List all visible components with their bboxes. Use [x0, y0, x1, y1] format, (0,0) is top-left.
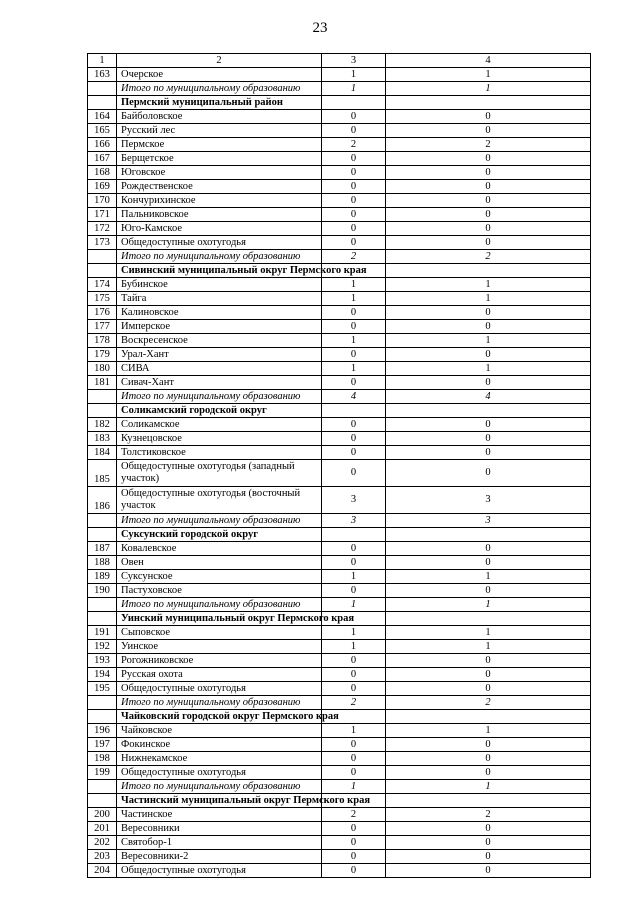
- row-value-col3: 1: [322, 598, 386, 612]
- row-value-col3: 0: [322, 542, 386, 556]
- row-name: Очерское: [117, 68, 322, 82]
- row-value-col4: 1: [386, 68, 591, 82]
- row-name: Частинский муниципальный округ Пермского края: [117, 794, 322, 808]
- row-number: [88, 710, 117, 724]
- table-row: [88, 222, 591, 236]
- row-name: Суксунский городской округ: [117, 528, 322, 542]
- row-number: 190: [88, 584, 117, 598]
- row-name: Кузнецовское: [117, 432, 322, 446]
- row-value-col3: 0: [322, 180, 386, 194]
- row-name: Имперское: [117, 320, 322, 334]
- row-number: 167: [88, 152, 117, 166]
- row-value-col4: 0: [386, 654, 591, 668]
- row-number: 168: [88, 166, 117, 180]
- row-name: Овен: [117, 556, 322, 570]
- section-row: [88, 794, 591, 808]
- row-value-col3: 0: [322, 166, 386, 180]
- row-number: 193: [88, 654, 117, 668]
- row-value-col4: 0: [386, 236, 591, 250]
- header-col-2: 2: [117, 54, 322, 68]
- row-value-col4: 3: [386, 487, 591, 514]
- row-name: Пастуховское: [117, 584, 322, 598]
- table-row: [88, 166, 591, 180]
- table-row: [88, 194, 591, 208]
- row-number: 179: [88, 348, 117, 362]
- row-name: Соликамский городской округ: [117, 404, 322, 418]
- row-name: Святобор-1: [117, 836, 322, 850]
- row-value-col4: 1: [386, 626, 591, 640]
- row-value-col3: 0: [322, 850, 386, 864]
- row-name: Урал-Хант: [117, 348, 322, 362]
- row-number: 201: [88, 822, 117, 836]
- table-row: [88, 542, 591, 556]
- total-row: [88, 82, 591, 96]
- table-body: [88, 54, 591, 878]
- table-row: [88, 180, 591, 194]
- table-row: [88, 584, 591, 598]
- row-value-col4: 1: [386, 278, 591, 292]
- row-value-col3: 1: [322, 570, 386, 584]
- table-row: [88, 626, 591, 640]
- table-row: [88, 278, 591, 292]
- row-name: Вересовники: [117, 822, 322, 836]
- row-value-col3: 1: [322, 780, 386, 794]
- table-row: [88, 334, 591, 348]
- row-value-col3: 0: [322, 418, 386, 432]
- row-value-col4: 1: [386, 362, 591, 376]
- row-value-col4: 0: [386, 836, 591, 850]
- row-value-col4: 0: [386, 822, 591, 836]
- table-row: [88, 822, 591, 836]
- row-value-col4: 0: [386, 124, 591, 138]
- row-name: Итого по муниципальному образованию: [117, 514, 322, 528]
- row-value-col3: 0: [322, 208, 386, 222]
- row-name: Пальниковское: [117, 208, 322, 222]
- row-number: 174: [88, 278, 117, 292]
- header-col-4: 4: [386, 54, 591, 68]
- row-name: Итого по муниципальному образованию: [117, 390, 322, 404]
- row-value-col4: 0: [386, 418, 591, 432]
- row-name: Фокинское: [117, 738, 322, 752]
- row-value-col4: 0: [386, 766, 591, 780]
- row-number: 186: [88, 487, 117, 514]
- row-number: 173: [88, 236, 117, 250]
- row-number: 203: [88, 850, 117, 864]
- row-number: [88, 390, 117, 404]
- row-value-col4: [386, 96, 591, 110]
- row-value-col3: 1: [322, 626, 386, 640]
- table-row: [88, 682, 591, 696]
- row-name: Общедоступные охотугодья: [117, 236, 322, 250]
- row-value-col4: 0: [386, 584, 591, 598]
- row-value-col3: 2: [322, 696, 386, 710]
- row-value-col4: 1: [386, 724, 591, 738]
- row-number: [88, 598, 117, 612]
- row-value-col3: 0: [322, 432, 386, 446]
- table-row: [88, 836, 591, 850]
- row-value-col3: 0: [322, 822, 386, 836]
- row-name: Итого по муниципальному образованию: [117, 780, 322, 794]
- row-name: Вересовники-2: [117, 850, 322, 864]
- row-value-col3: 0: [322, 194, 386, 208]
- row-value-col3: 1: [322, 292, 386, 306]
- row-value-col4: 0: [386, 682, 591, 696]
- row-value-col4: 0: [386, 306, 591, 320]
- row-value-col4: 1: [386, 598, 591, 612]
- row-number: 180: [88, 362, 117, 376]
- row-number: 188: [88, 556, 117, 570]
- row-number: 204: [88, 864, 117, 878]
- total-row: [88, 390, 591, 404]
- row-name: Юговское: [117, 166, 322, 180]
- row-number: [88, 696, 117, 710]
- row-name: Русская охота: [117, 668, 322, 682]
- table-row: [88, 640, 591, 654]
- row-number: 184: [88, 446, 117, 460]
- row-number: 202: [88, 836, 117, 850]
- row-value-col4: 0: [386, 668, 591, 682]
- row-name: Юго-Камское: [117, 222, 322, 236]
- row-value-col3: 0: [322, 738, 386, 752]
- row-name: Пермский муниципальный район: [117, 96, 322, 110]
- row-number: 187: [88, 542, 117, 556]
- row-number: 166: [88, 138, 117, 152]
- row-value-col4: 0: [386, 348, 591, 362]
- row-name: Рогожниковское: [117, 654, 322, 668]
- row-name: Уинское: [117, 640, 322, 654]
- row-name: Рождественское: [117, 180, 322, 194]
- row-name: Итого по муниципальному образованию: [117, 250, 322, 264]
- row-value-col4: 0: [386, 376, 591, 390]
- row-number: 196: [88, 724, 117, 738]
- row-value-col3: 1: [322, 334, 386, 348]
- row-value-col4: [386, 710, 591, 724]
- section-row: [88, 528, 591, 542]
- table-row: [88, 850, 591, 864]
- total-row: [88, 780, 591, 794]
- table-row: [88, 376, 591, 390]
- row-value-col3: 0: [322, 654, 386, 668]
- row-name: Берщетское: [117, 152, 322, 166]
- row-name: Тайга: [117, 292, 322, 306]
- table-row: [88, 110, 591, 124]
- row-value-col4: 0: [386, 222, 591, 236]
- row-number: [88, 794, 117, 808]
- row-name: Бубинское: [117, 278, 322, 292]
- row-number: [88, 404, 117, 418]
- row-value-col4: 2: [386, 696, 591, 710]
- row-value-col4: 1: [386, 570, 591, 584]
- row-number: 199: [88, 766, 117, 780]
- row-name: СИВА: [117, 362, 322, 376]
- row-value-col3: 0: [322, 556, 386, 570]
- row-value-col4: 0: [386, 180, 591, 194]
- row-value-col4: 0: [386, 166, 591, 180]
- row-value-col3: 1: [322, 278, 386, 292]
- table-row: [88, 152, 591, 166]
- row-value-col3: 2: [322, 250, 386, 264]
- row-value-col4: 2: [386, 808, 591, 822]
- row-value-col4: [386, 264, 591, 278]
- row-name: Сивач-Хант: [117, 376, 322, 390]
- header-col-1: 1: [88, 54, 117, 68]
- row-name: Частинское: [117, 808, 322, 822]
- section-row: [88, 612, 591, 626]
- row-value-col3: 0: [322, 152, 386, 166]
- row-value-col3: 1: [322, 82, 386, 96]
- row-number: [88, 82, 117, 96]
- table-row: [88, 292, 591, 306]
- row-value-col4: 0: [386, 320, 591, 334]
- row-number: 181: [88, 376, 117, 390]
- row-value-col4: 0: [386, 460, 591, 487]
- row-number: 200: [88, 808, 117, 822]
- row-value-col3: 0: [322, 752, 386, 766]
- row-value-col3: 0: [322, 682, 386, 696]
- row-value-col4: [386, 794, 591, 808]
- row-value-col4: 0: [386, 208, 591, 222]
- row-name: Пермское: [117, 138, 322, 152]
- row-number: [88, 250, 117, 264]
- row-value-col4: 3: [386, 514, 591, 528]
- row-number: 182: [88, 418, 117, 432]
- row-number: [88, 264, 117, 278]
- row-value-col4: 1: [386, 334, 591, 348]
- row-value-col4: 1: [386, 780, 591, 794]
- total-row: [88, 696, 591, 710]
- row-name: Суксунское: [117, 570, 322, 584]
- table-row: [88, 738, 591, 752]
- row-name: Толстиковское: [117, 446, 322, 460]
- section-row: [88, 710, 591, 724]
- table-row: [88, 362, 591, 376]
- table-row: [88, 432, 591, 446]
- row-value-col4: 2: [386, 138, 591, 152]
- row-number: 194: [88, 668, 117, 682]
- row-number: 183: [88, 432, 117, 446]
- row-value-col3: 1: [322, 640, 386, 654]
- row-value-col3: 2: [322, 808, 386, 822]
- row-number: 192: [88, 640, 117, 654]
- table-row: [88, 654, 591, 668]
- row-value-col3: [322, 96, 386, 110]
- row-value-col3: 1: [322, 724, 386, 738]
- row-value-col4: 0: [386, 542, 591, 556]
- table-row: [88, 724, 591, 738]
- row-number: 178: [88, 334, 117, 348]
- table-row: [88, 446, 591, 460]
- row-value-col3: 0: [322, 864, 386, 878]
- table-row: [88, 766, 591, 780]
- section-row: [88, 96, 591, 110]
- row-name: Итого по муниципальному образованию: [117, 598, 322, 612]
- row-value-col3: 0: [322, 766, 386, 780]
- row-value-col4: 0: [386, 864, 591, 878]
- row-value-col4: 0: [386, 110, 591, 124]
- hunting-grounds-table: [87, 53, 591, 878]
- row-name: Общедоступные охотугодья: [117, 766, 322, 780]
- table-row: [88, 348, 591, 362]
- row-number: [88, 612, 117, 626]
- row-value-col3: 0: [322, 124, 386, 138]
- row-number: 191: [88, 626, 117, 640]
- row-value-col4: 4: [386, 390, 591, 404]
- row-name: Воскресенское: [117, 334, 322, 348]
- row-number: 165: [88, 124, 117, 138]
- row-value-col4: 0: [386, 850, 591, 864]
- row-value-col3: 3: [322, 514, 386, 528]
- row-value-col3: [322, 528, 386, 542]
- table-row: [88, 556, 591, 570]
- table-row: [88, 864, 591, 878]
- row-value-col3: 1: [322, 362, 386, 376]
- row-number: 198: [88, 752, 117, 766]
- total-row: [88, 250, 591, 264]
- section-row: [88, 404, 591, 418]
- table-row: [88, 487, 591, 514]
- row-number: 163: [88, 68, 117, 82]
- row-number: 169: [88, 180, 117, 194]
- table-row: [88, 668, 591, 682]
- row-name: Общедоступные охотугодья: [117, 864, 322, 878]
- table-row: [88, 138, 591, 152]
- row-name: Общедоступные охотугодья (восточный участок: [117, 487, 322, 514]
- table-row: [88, 320, 591, 334]
- row-value-col4: 0: [386, 152, 591, 166]
- row-name: Нижнекамское: [117, 752, 322, 766]
- row-value-col3: 4: [322, 390, 386, 404]
- row-value-col3: [322, 404, 386, 418]
- row-number: 170: [88, 194, 117, 208]
- table-row: [88, 460, 591, 487]
- row-name: Русский лес: [117, 124, 322, 138]
- row-value-col4: 0: [386, 752, 591, 766]
- row-name: Общедоступные охотугодья: [117, 682, 322, 696]
- row-number: 171: [88, 208, 117, 222]
- row-value-col3: 0: [322, 348, 386, 362]
- table-row: [88, 124, 591, 138]
- row-number: 189: [88, 570, 117, 584]
- row-name: Соликамское: [117, 418, 322, 432]
- row-value-col3: 0: [322, 584, 386, 598]
- row-value-col3: 1: [322, 68, 386, 82]
- table-row: [88, 808, 591, 822]
- row-value-col3: 0: [322, 376, 386, 390]
- row-value-col3: 2: [322, 138, 386, 152]
- row-name: Сивинский муниципальный округ Пермского края: [117, 264, 322, 278]
- row-value-col4: [386, 528, 591, 542]
- table-row: [88, 752, 591, 766]
- row-value-col4: 0: [386, 738, 591, 752]
- table-row: [88, 208, 591, 222]
- table-row: [88, 570, 591, 584]
- header-col-3: 3: [322, 54, 386, 68]
- row-name: Уинский муниципальный округ Пермского края: [117, 612, 322, 626]
- row-name: Чайковский городской округ Пермского края: [117, 710, 322, 724]
- row-name: Итого по муниципальному образованию: [117, 82, 322, 96]
- row-name: Ковалевское: [117, 542, 322, 556]
- table-row: [88, 418, 591, 432]
- row-name: Общедоступные охотугодья (западный участок): [117, 460, 322, 487]
- row-value-col4: 0: [386, 556, 591, 570]
- row-value-col4: [386, 612, 591, 626]
- row-name: Байболовское: [117, 110, 322, 124]
- row-name: Итого по муниципальному образованию: [117, 696, 322, 710]
- row-value-col4: 0: [386, 432, 591, 446]
- row-value-col3: 3: [322, 487, 386, 514]
- row-value-col3: 0: [322, 306, 386, 320]
- row-value-col3: 0: [322, 460, 386, 487]
- row-number: 172: [88, 222, 117, 236]
- row-number: 195: [88, 682, 117, 696]
- page-number: 23: [312, 20, 328, 36]
- row-name: Кончурихинское: [117, 194, 322, 208]
- row-value-col4: [386, 404, 591, 418]
- row-value-col4: 2: [386, 250, 591, 264]
- row-value-col3: 0: [322, 446, 386, 460]
- table-row: [88, 236, 591, 250]
- table-header-row: [88, 54, 591, 68]
- row-number: 176: [88, 306, 117, 320]
- table-row: [88, 68, 591, 82]
- row-name: Калиновское: [117, 306, 322, 320]
- row-number: [88, 514, 117, 528]
- row-number: 197: [88, 738, 117, 752]
- table-row: [88, 306, 591, 320]
- row-value-col3: 0: [322, 222, 386, 236]
- row-number: [88, 96, 117, 110]
- row-value-col3: 0: [322, 668, 386, 682]
- row-value-col4: 0: [386, 194, 591, 208]
- total-row: [88, 598, 591, 612]
- row-value-col4: 1: [386, 82, 591, 96]
- row-number: 175: [88, 292, 117, 306]
- row-value-col3: 0: [322, 836, 386, 850]
- row-number: 177: [88, 320, 117, 334]
- row-name: Чайковское: [117, 724, 322, 738]
- row-number: [88, 528, 117, 542]
- row-number: 185: [88, 460, 117, 487]
- row-value-col3: 0: [322, 320, 386, 334]
- row-value-col3: 0: [322, 110, 386, 124]
- row-value-col4: 1: [386, 640, 591, 654]
- row-value-col4: 1: [386, 292, 591, 306]
- row-name: Сыповское: [117, 626, 322, 640]
- row-value-col4: 0: [386, 446, 591, 460]
- row-value-col3: 0: [322, 236, 386, 250]
- total-row: [88, 514, 591, 528]
- row-number: [88, 780, 117, 794]
- section-row: [88, 264, 591, 278]
- row-number: 164: [88, 110, 117, 124]
